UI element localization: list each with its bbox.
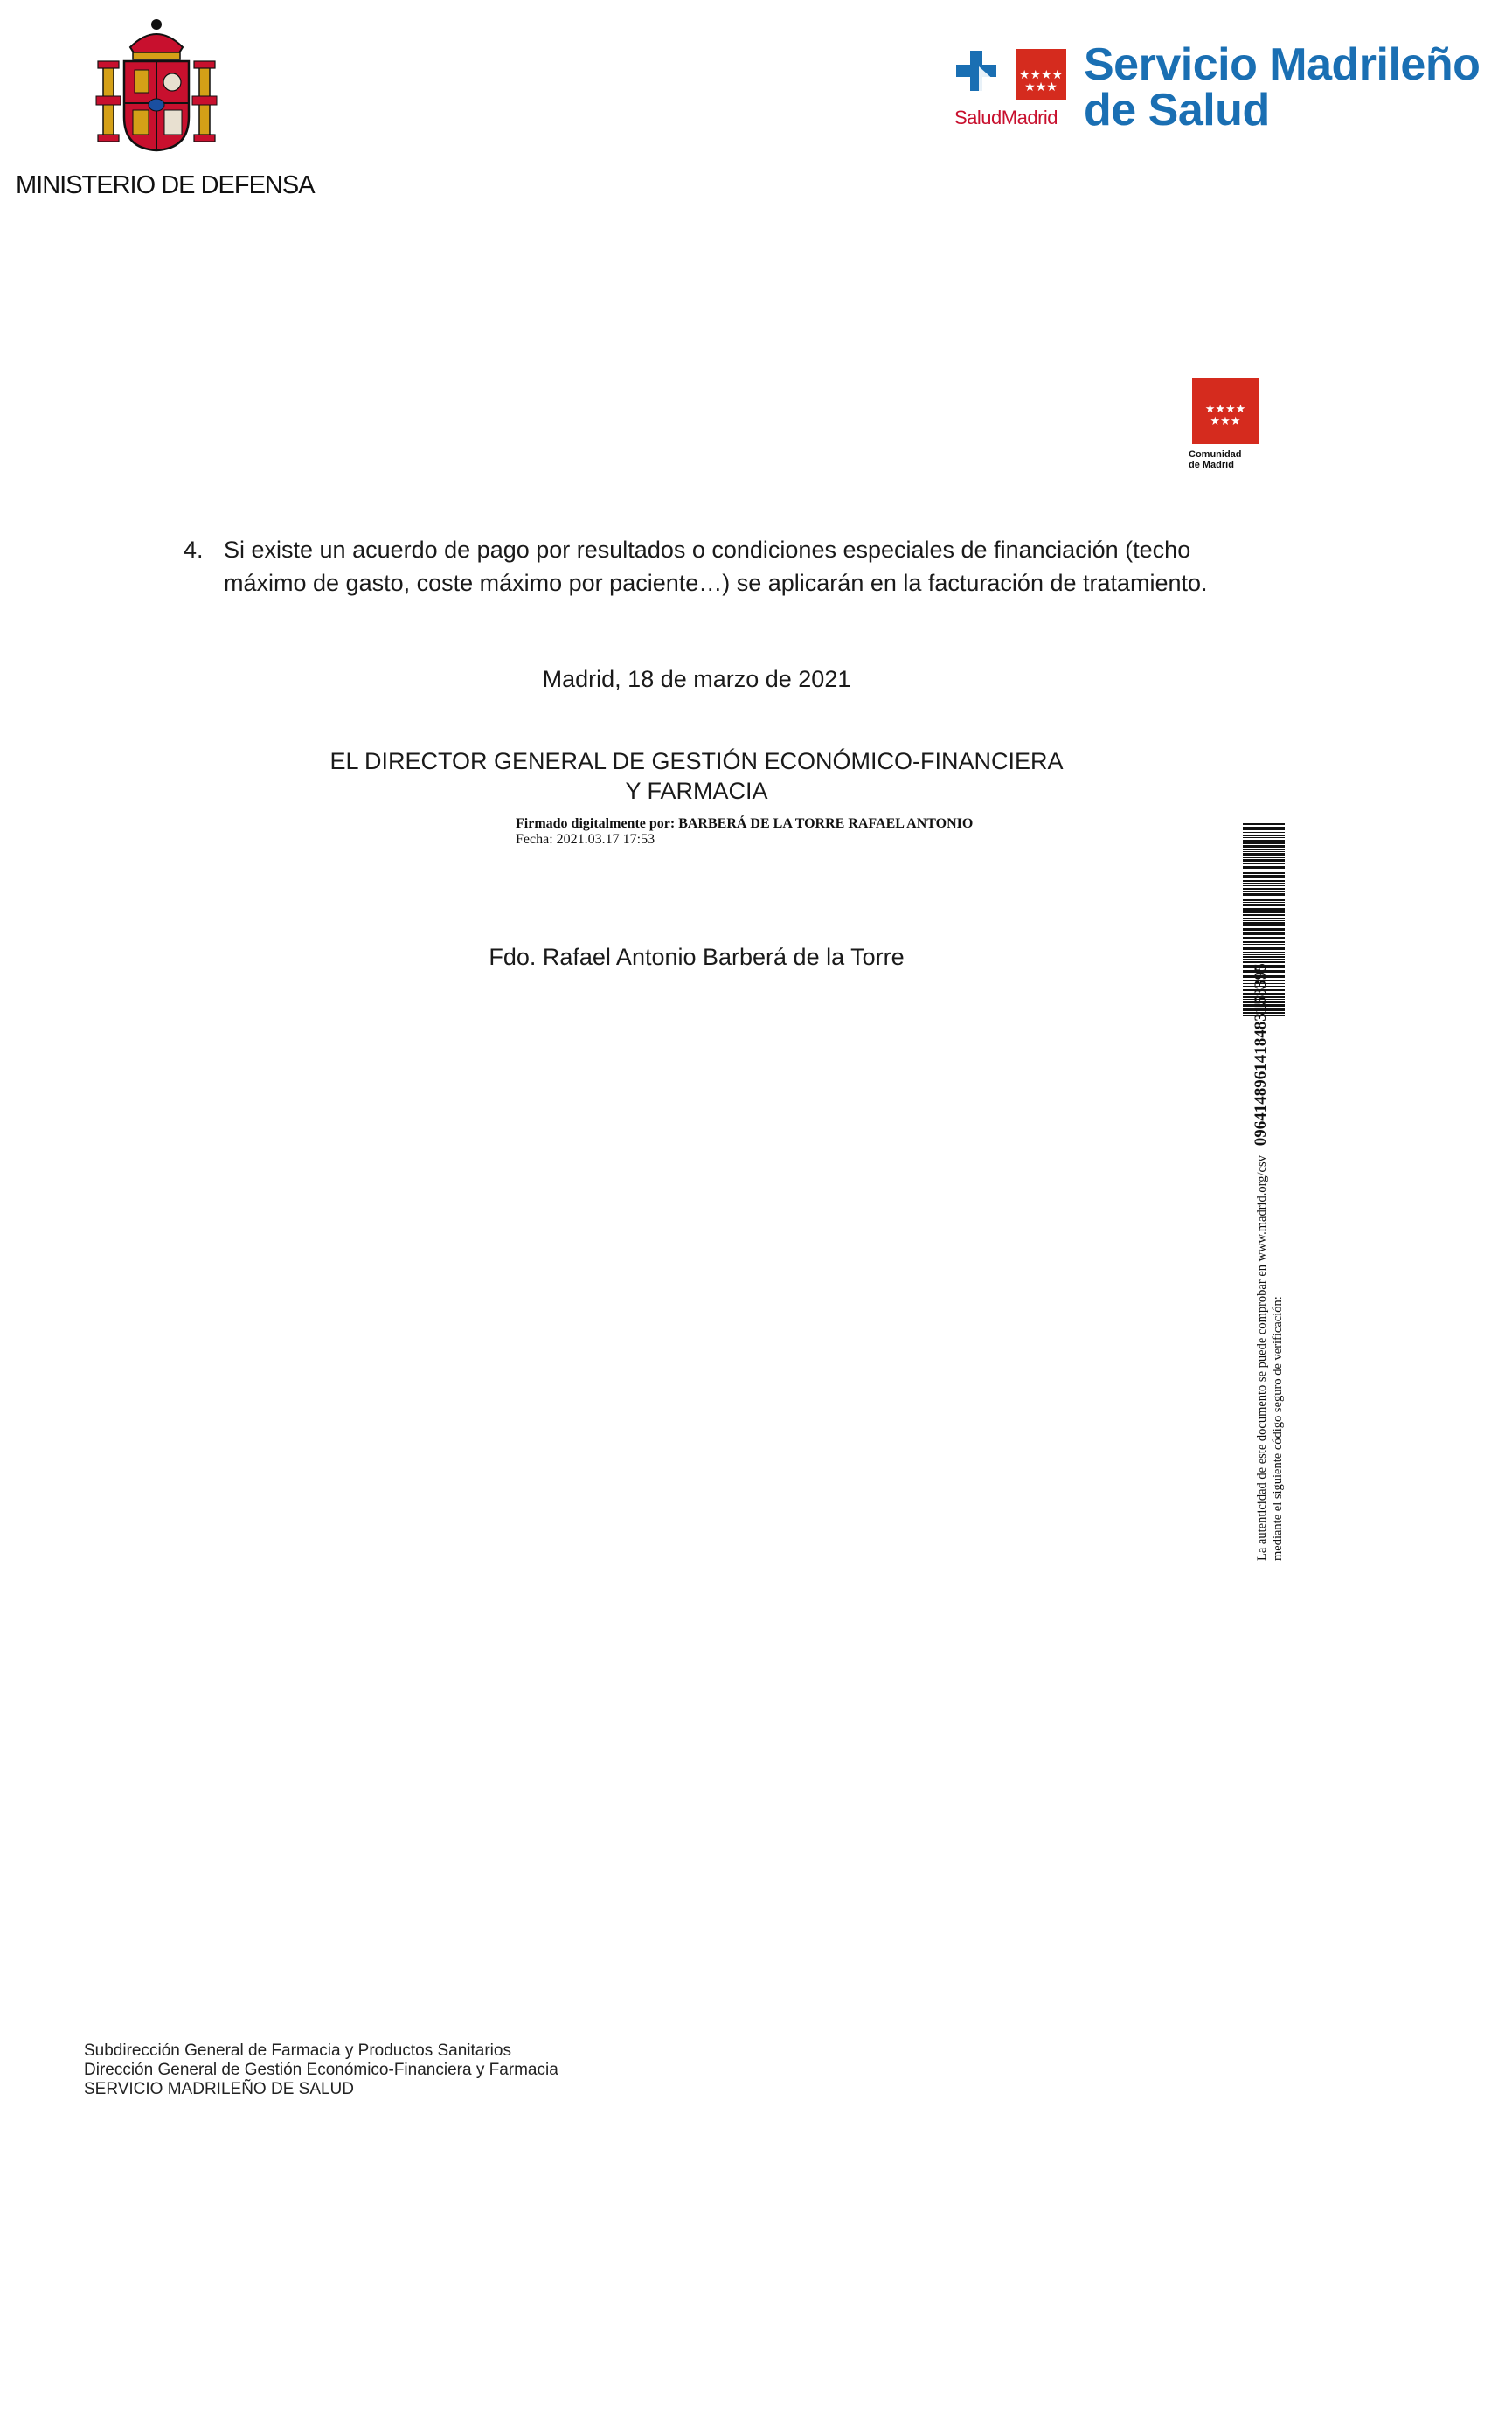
barcode-bar — [1243, 893, 1285, 896]
barcode-bar — [1243, 956, 1285, 958]
comunidad-madrid-flag-icon — [1192, 378, 1259, 444]
barcode-bar — [1243, 920, 1285, 921]
barcode-bar — [1243, 908, 1285, 911]
barcode-bar — [1243, 837, 1285, 838]
barcode-bar — [1243, 842, 1285, 844]
barcode-bar — [1243, 877, 1285, 878]
digital-signature-line: Firmado digitalmente por: BARBERÁ DE LA TORRE RAFAEL ANTONIO — [516, 816, 974, 831]
svg-text:★★★★: ★★★★ — [1204, 403, 1246, 416]
verification-block — [1252, 963, 1306, 1561]
director-title-line-2: Y FARMACIA — [625, 778, 768, 804]
barcode-bar — [1243, 851, 1285, 852]
barcode-bar — [1243, 827, 1285, 828]
footer-line-1: Subdirección General de Farmacia y Productos Sanitarios — [84, 2041, 511, 2060]
coat-of-arms-logo — [91, 12, 222, 154]
ministry-label: MINISTERIO DE DEFENSA — [16, 171, 315, 199]
barcode-bar — [1243, 832, 1285, 833]
director-title-line-1: EL DIRECTOR GENERAL DE GESTIÓN ECONÓMICO-FINANCIERA — [329, 748, 1064, 774]
barcode-bar — [1243, 845, 1285, 848]
sermas-name-line-1: Servicio Madrileño — [1084, 39, 1481, 90]
barcode-bar — [1243, 911, 1285, 913]
verification-text-line-2: mediante el siguiente código seguro de verificación: — [1271, 1296, 1285, 1561]
barcode-bar — [1243, 914, 1285, 916]
barcode-bar — [1243, 840, 1285, 842]
barcode-bar — [1243, 853, 1285, 856]
barcode-bar — [1243, 863, 1285, 864]
barcode-bar — [1243, 866, 1285, 869]
barcode-bar — [1243, 883, 1285, 884]
cm-label-line-2: de Madrid — [1189, 460, 1234, 470]
barcode-bar — [1243, 922, 1285, 925]
list-item-number: 4. — [184, 537, 204, 563]
barcode-bar — [1243, 899, 1285, 901]
barcode-bar — [1243, 891, 1285, 892]
barcode-bar — [1243, 823, 1285, 825]
barcode-bar — [1243, 902, 1285, 903]
barcode-bar — [1243, 918, 1285, 919]
barcode-bar — [1243, 872, 1285, 874]
svg-text:★★★: ★★★ — [1024, 80, 1058, 94]
barcode-bar — [1243, 954, 1285, 955]
barcode-bar — [1243, 875, 1285, 877]
date-line: Madrid, 18 de marzo de 2021 — [542, 666, 851, 692]
svg-text:★★★★: ★★★★ — [1018, 68, 1064, 82]
cm-label-line-1: Comunidad — [1189, 449, 1242, 460]
barcode-bar — [1243, 880, 1285, 882]
barcode-bar — [1243, 932, 1285, 935]
barcode-bar — [1243, 857, 1285, 858]
digital-signature-date: Fecha: 2021.03.17 17:53 — [516, 832, 655, 847]
barcode-bar — [1243, 904, 1285, 906]
barcode-bar — [1243, 944, 1285, 945]
barcode-bar — [1243, 925, 1285, 926]
svg-text:★★★: ★★★ — [1210, 415, 1241, 428]
barcode-bar — [1243, 952, 1285, 953]
barcode-bar — [1243, 941, 1285, 943]
signer-name: Fdo. Rafael Antonio Barberá de la Torre — [489, 944, 905, 970]
barcode-bar — [1243, 859, 1285, 862]
barcode-bar — [1243, 885, 1285, 886]
barcode-bar — [1243, 928, 1285, 931]
barcode-bar — [1243, 849, 1285, 850]
comunidad-madrid-label — [1189, 449, 1267, 470]
barcode-bar — [1243, 937, 1285, 939]
list-item-text-line-2: máximo de gasto, coste máximo por paciente…) se aplicarán en la facturación de tratamiento. — [224, 570, 1208, 596]
verification-code: 0964148961418483158395 — [1252, 963, 1270, 1147]
barcode-bar — [1243, 947, 1285, 950]
sermas-name-line-2: de Salud — [1084, 85, 1270, 135]
list-item-text-line-1: Si existe un acuerdo de pago por resultados o condiciones especiales de financiación (techo — [224, 537, 1191, 563]
barcode-bar — [1243, 835, 1285, 836]
barcode-bar — [1243, 959, 1285, 960]
sermas-sublabel: SaludMadrid — [954, 107, 1058, 128]
footer-line-2: Dirección General de Gestión Económico-Financiera y Farmacia — [84, 2061, 558, 2079]
footer-line-3: SERVICIO MADRILEÑO DE SALUD — [84, 2080, 355, 2098]
barcode-bar — [1243, 888, 1285, 890]
verification-text-line-1: La autenticidad de este documento se puede comprobar en www.madrid.org/csv — [1255, 1155, 1269, 1561]
barcode-bar — [1243, 828, 1285, 830]
